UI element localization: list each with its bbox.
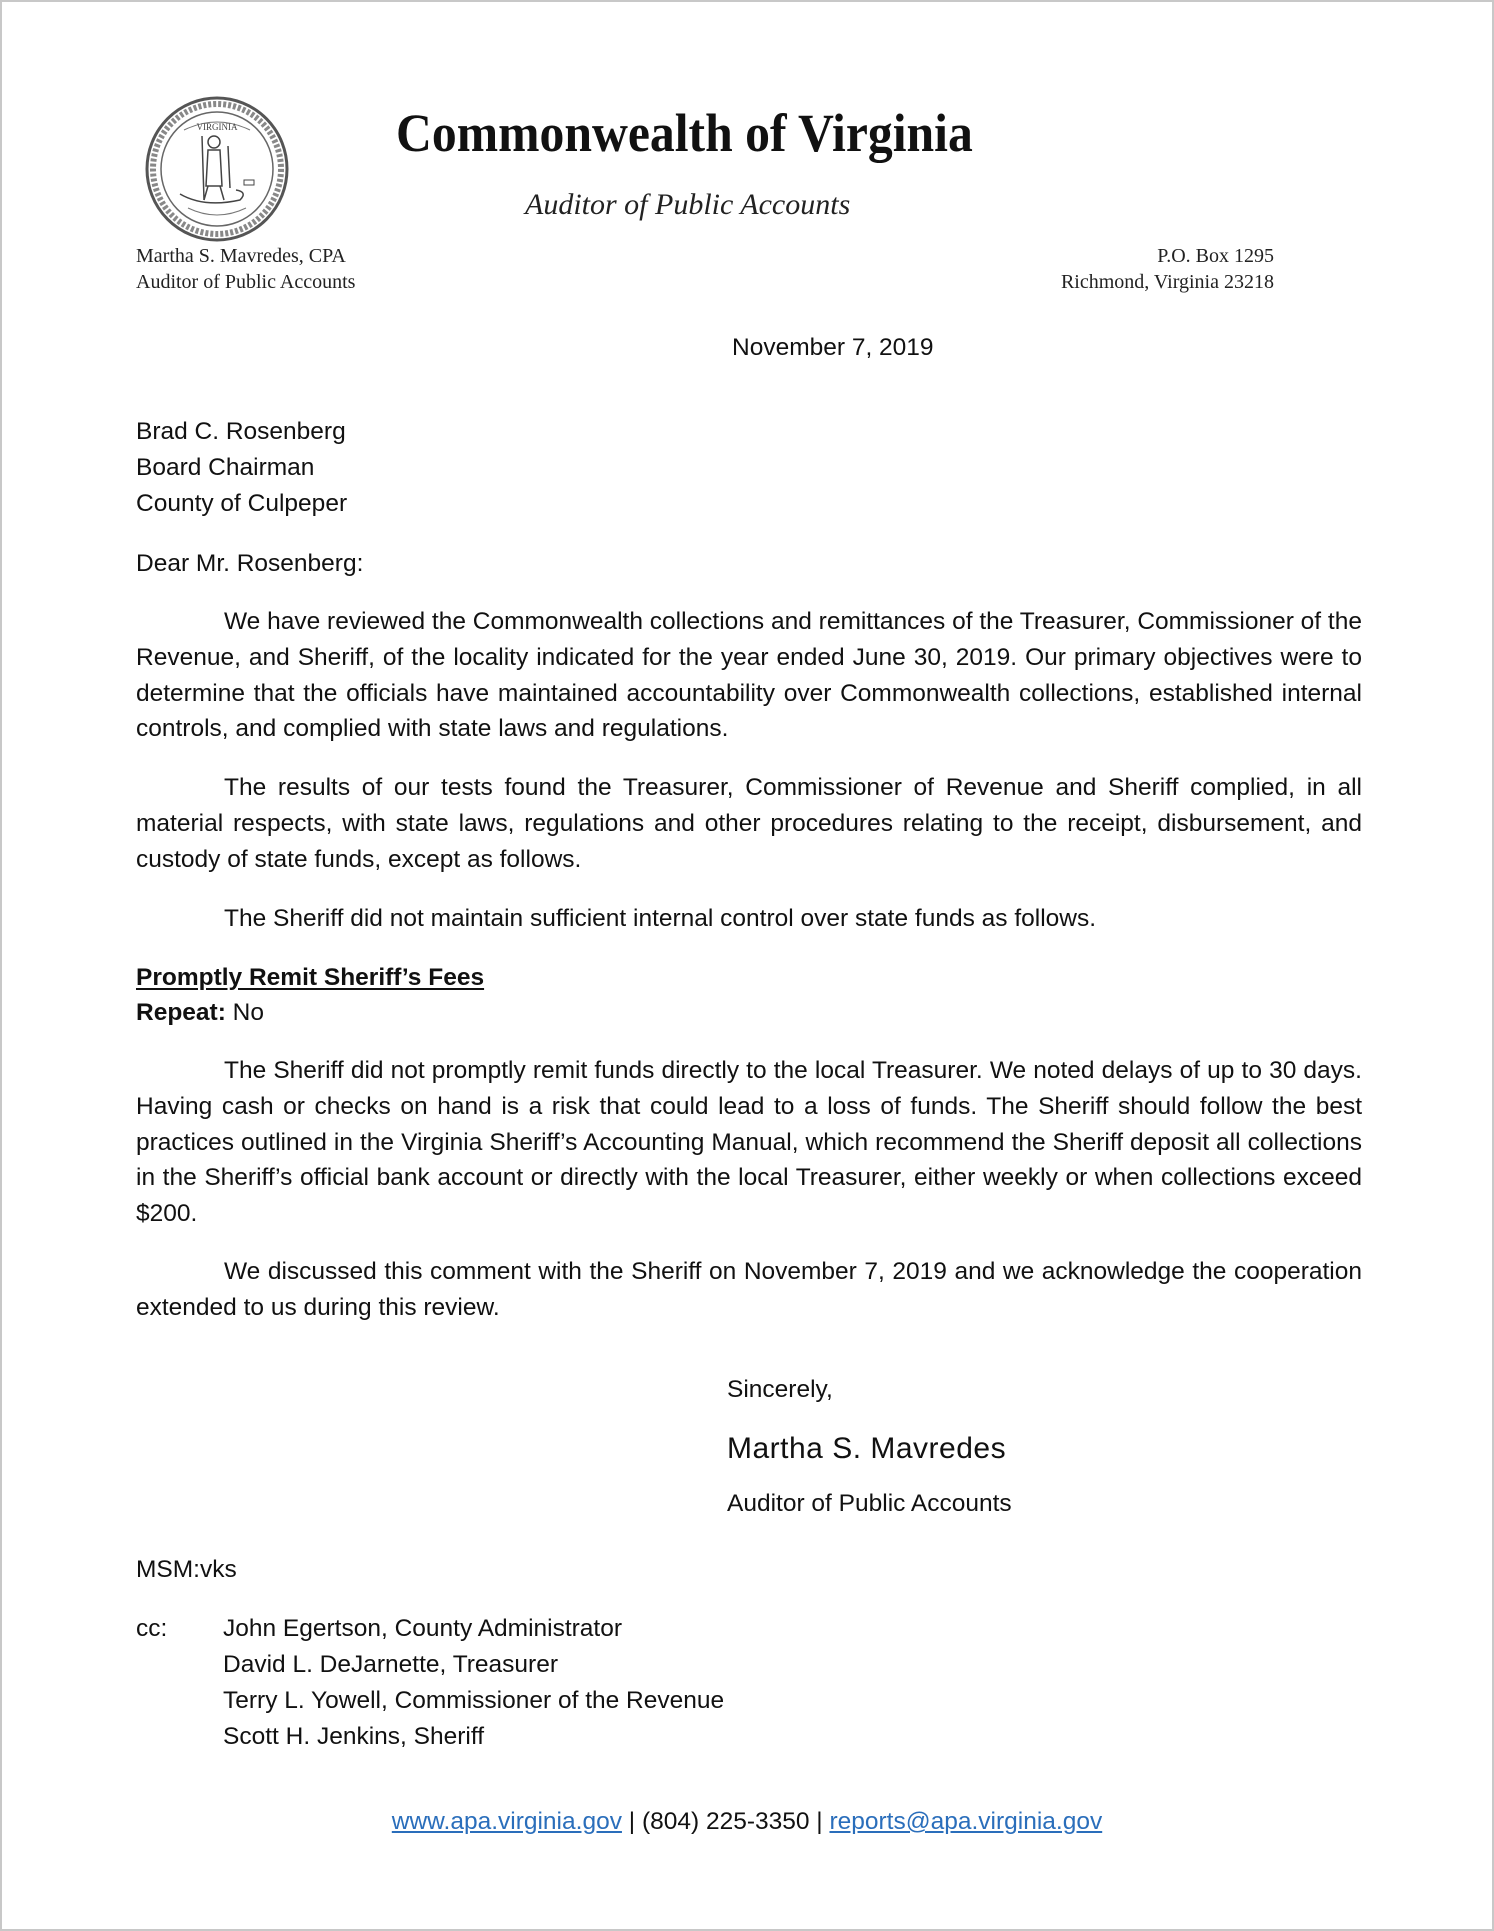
finding-body: The Sheriff did not promptly remit funds directly to the local Treasurer. We noted delays of up to 30 days. Having cash or checks on hand is a risk that could lead to a loss of funds. The Sheriff should follow the best practices outlined in the Virginia Sheriff’s Accounting Manual, which recommend the Sheriff deposit all collections in the Sheriff’s official bank account or directly with the local Treasurer, either weekly or when collections exceed $200.	[136, 1057, 1362, 1228]
closing-paragraph: We discussed this comment with the Sheriff on November 7, 2019 and we acknowledge the cooperation extended to us during this review.	[136, 1258, 1362, 1321]
signature-name: Martha S. Mavredes	[727, 1432, 1007, 1465]
sender-name: Martha S. Mavredes, CPA	[136, 245, 346, 267]
signature-title: Auditor of Public Accounts	[727, 1490, 1012, 1517]
sender-title: Auditor of Public Accounts	[136, 271, 356, 293]
email-link[interactable]: reports@apa.virginia.gov	[829, 1808, 1103, 1835]
cc-recipient: John Egertson, County Administrator	[223, 1615, 623, 1642]
signature-closing: Sincerely,	[727, 1376, 833, 1403]
salutation: Dear Mr. Rosenberg:	[136, 550, 364, 577]
cc-label: cc:	[136, 1615, 168, 1642]
recipient-organization: County of Culpeper	[136, 490, 348, 517]
address-po-box: P.O. Box 1295	[1157, 245, 1274, 267]
footer-phone: (804) 225-3350	[641, 1808, 810, 1835]
paragraph-test-results: The results of our tests found the Treasurer, Commissioner of Revenue and Sheriff complied, in all material respects, with state laws, regulations and other procedures relating to the receipt, disbursement, and custody of state funds, except as follows.	[136, 774, 1362, 873]
finding-repeat	[136, 995, 264, 1031]
repeat-value: No	[232, 999, 264, 1026]
footer-separator: |	[621, 1808, 642, 1835]
recipient-name: Brad C. Rosenberg	[136, 418, 346, 445]
recipient-title: Board Chairman	[136, 454, 315, 481]
address-city: Richmond, Virginia 23218	[1060, 271, 1274, 293]
letterhead-subtitle: Auditor of Public Accounts	[525, 188, 851, 221]
virginia-seal-icon	[144, 96, 290, 242]
repeat-label: Repeat:	[136, 999, 226, 1026]
cc-recipient: David L. DeJarnette, Treasurer	[223, 1651, 558, 1678]
cc-recipient: Scott H. Jenkins, Sheriff	[223, 1723, 484, 1750]
footer-contact	[2, 1808, 1492, 1836]
cc-recipient: Terry L. Yowell, Commissioner of the Revenue	[223, 1687, 725, 1714]
svg-text:VIRGINIA: VIRGINIA	[196, 122, 238, 132]
paragraph-review-scope: We have reviewed the Commonwealth collections and remittances of the Treasurer, Commissioner of the Revenue, and Sheriff, of the locality indicated for the year ended June 30, 2019. Our primary objectives were to determine that the officials have maintained accountability over Commonwealth collections, established internal controls, and complied with state laws and regulations.	[136, 608, 1362, 743]
finding-heading: Promptly Remit Sheriff’s Fees	[136, 964, 485, 991]
reference-initials: MSM:vks	[136, 1556, 237, 1583]
footer-separator: |	[809, 1808, 830, 1835]
letter-date: November 7, 2019	[732, 334, 934, 361]
website-link[interactable]: www.apa.virginia.gov	[391, 1808, 622, 1835]
paragraph-sheriff-controls: The Sheriff did not maintain sufficient internal control over state funds as follows.	[224, 905, 1097, 932]
letterhead-title: Commonwealth of Virginia	[396, 103, 973, 163]
